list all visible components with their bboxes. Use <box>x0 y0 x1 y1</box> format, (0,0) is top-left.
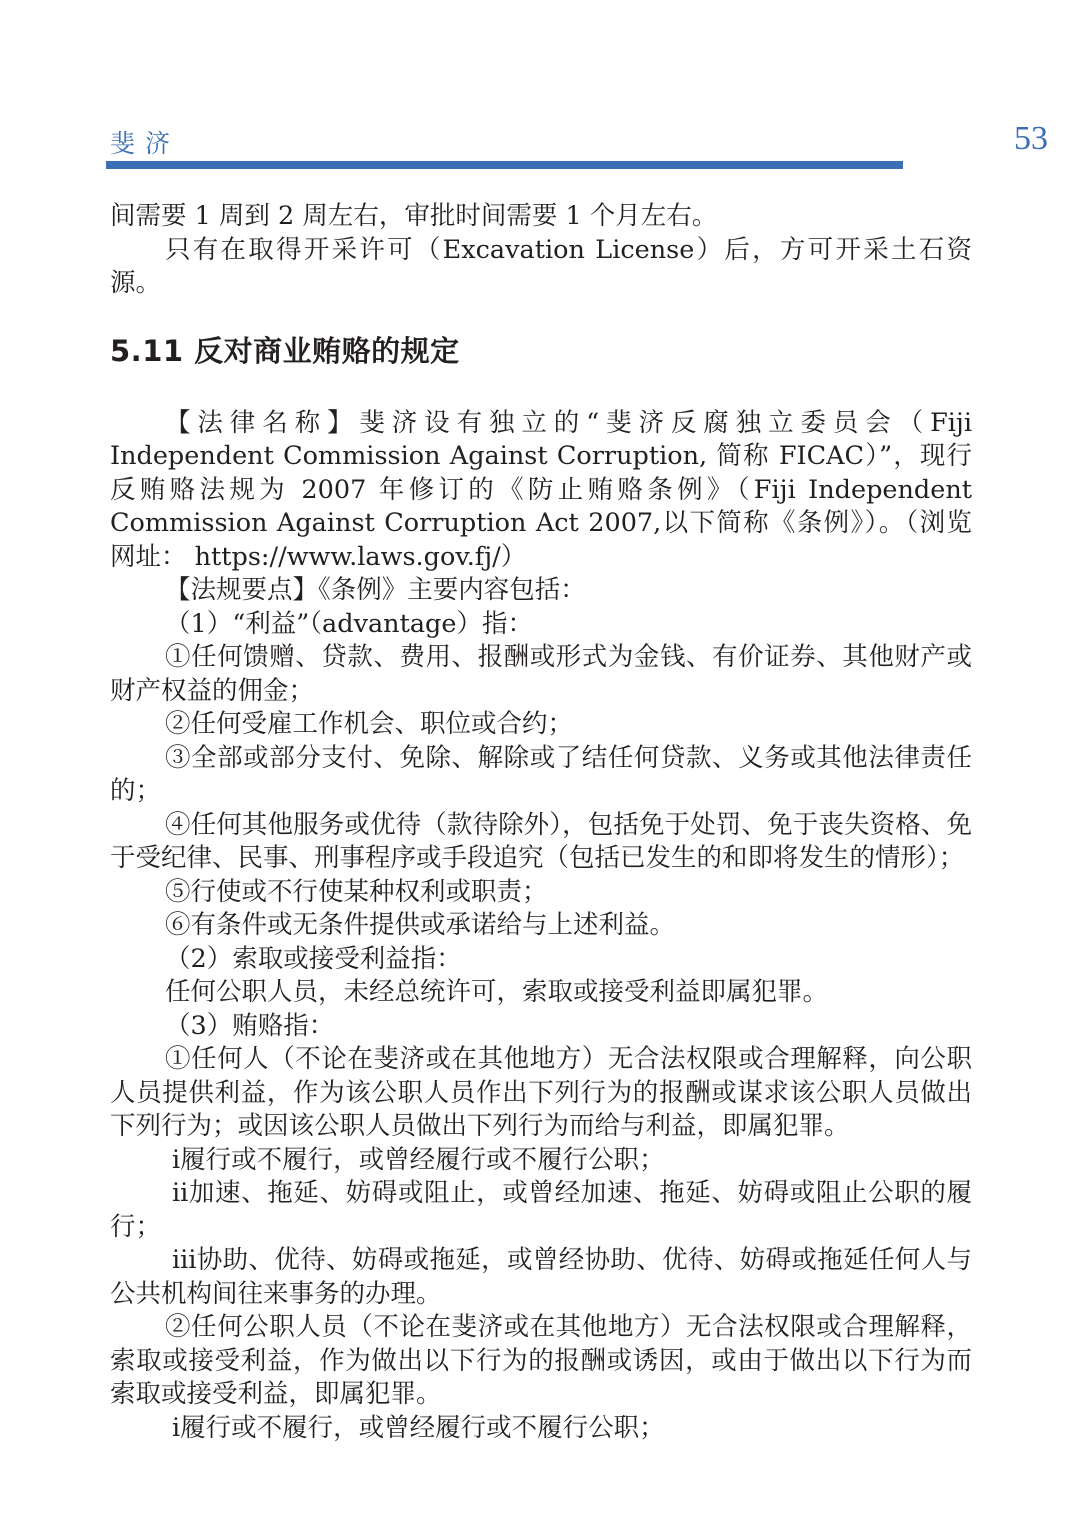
section-heading: 5.11 反对商业贿赂的规定 <box>110 333 460 368</box>
spacer <box>110 392 972 407</box>
list-item: ⅱ加速、拖延、妨碍或阻止，或曾经加速、拖延、妨碍或阻止公职的履行； <box>110 1178 972 1242</box>
paragraph: （1）“利益”（advantage）指： <box>165 608 533 639</box>
paragraph: 只有在取得开采许可（Excavation License）后，方可开采土石资源。 <box>110 234 972 298</box>
list-item: ⅲ协助、优待、妨碍或拖延，或曾经协助、优待、妨碍或拖延任何人与公共机构间往来事务的办理。 <box>110 1245 972 1309</box>
paragraph: （2）索取或接受利益指： <box>165 943 462 974</box>
list-item: ②任何受雇工作机会、职位或合约； <box>165 709 574 739</box>
list-item: ④任何其他服务或优待（款待除外），包括免于处罚、免于丧失资格、免于受纪律、民事、刑事程序或手段追究（包括已发生的和即将发生的情形）； <box>110 809 972 873</box>
list-item: ⅰ履行或不履行，或曾经履行或不履行公职； <box>172 1144 665 1175</box>
paragraph: （3）贿赂指： <box>165 1010 335 1041</box>
header-rule <box>106 161 903 169</box>
list-item: ⑥有条件或无条件提供或承诺给与上述利益。 <box>165 910 676 940</box>
list-item: ②任何公职人员（不论在斐济或在其他地方）无合法权限或合理解释，索取或接受利益，作为做出以下行为的报酬或诱因，或由于做出以下行为而索取或接受利益，即属犯罪。 <box>110 1312 972 1409</box>
paragraph: 任何公职人员，未经总统许可，索取或接受利益即属犯罪。 <box>165 977 829 1007</box>
paragraph: 【法规要点】《条例》主要内容包括： <box>165 575 586 605</box>
list-item: ⑤行使或不行使某种权利或职责； <box>165 876 548 907</box>
list-item: ①任何人（不论在斐济或在其他地方）无合法权限或合理解释，向公职人员提供利益，作为该公职人员作出下列行为的报酬或谋求该公职人员做出下列行为；或因该公职人员做出下列行为而给与利益，即属犯罪。 <box>110 1044 972 1141</box>
page-number: 53 <box>1014 120 1048 157</box>
list-item: ①任何馈赠、贷款、费用、报酬或形式为金钱、有价证券、其他财产或财产权益的佣金； <box>110 642 972 706</box>
running-header-title: 斐济 <box>110 129 181 158</box>
list-item: ③全部或部分支付、免除、解除或了结任何贷款、义务或其他法律责任的； <box>110 742 972 806</box>
paragraph: 【法律名称】斐济设有独立的“斐济反腐独立委员会（Fiji Independent Commission Against Corruption, 简称 FICAC）”，现行反贿赂法规为 2007 年修订的《防止贿赂条例》（Fiji Independent Commission Against Corruption Act 2007,以下简称《条例》）。（浏览网址： https://www.laws.gov.fj/） <box>110 407 972 572</box>
paragraph: 间需要 1 周到 2 周左右，审批时间需要 1 个月左右。 <box>110 201 718 231</box>
page-body <box>110 200 972 1445</box>
list-item: ⅰ履行或不履行，或曾经履行或不履行公职； <box>172 1412 665 1443</box>
